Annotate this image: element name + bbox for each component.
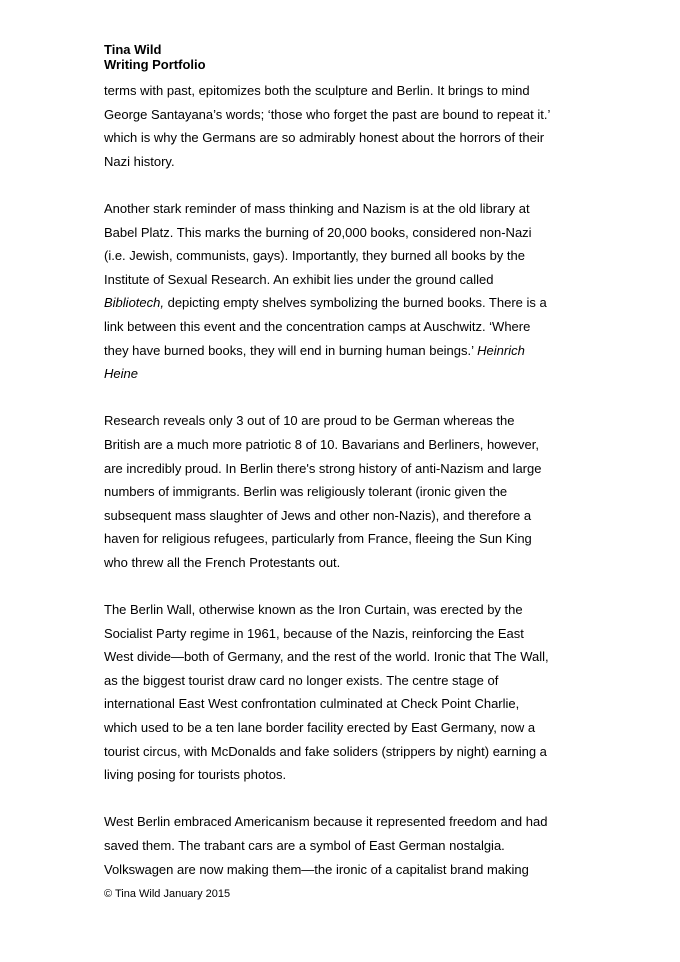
text-line: link between this event and the concentration camps at Auschwitz. ‘Where	[104, 318, 531, 334]
text-line	[104, 339, 584, 363]
text-line: international East West confrontation culminated at Check Point Charlie,	[104, 696, 520, 712]
quote-text: they have burned books, they will end in burning human beings.’	[104, 342, 478, 358]
text-line: George Santayana’s words; ‘those who forget the past are bound to repeat it.’	[104, 106, 551, 122]
text-line: Socialist Party regime in 1961, because of the Nazis, reinforcing the East	[104, 625, 524, 641]
text-segment: depicting empty shelves symbolizing the burned books. There is a	[163, 295, 547, 311]
text-line: which is why the Germans are so admirably honest about the horrors of their	[104, 130, 545, 146]
text-line: as the biggest tourist draw card no longer exists. The centre stage of	[104, 672, 499, 688]
paragraph-3	[104, 409, 584, 574]
text-line: Volkswagen are now making them—the ironic of a capitalist brand making	[104, 861, 529, 877]
author-name: Tina Wild	[104, 42, 162, 57]
copyright-footer: © Tina Wild January 2015	[104, 888, 231, 900]
text-line: terms with past, epitomizes both the sculpture and Berlin. It brings to mind	[104, 83, 530, 98]
text-line: numbers of immigrants. Berlin was religiously tolerant (ironic given the	[104, 484, 508, 500]
text-line: British are a much more patriotic 8 of 10. Bavarians and Berliners, however,	[104, 436, 539, 452]
text-line	[104, 291, 584, 315]
text-line: West Berlin embraced Americanism because it represented freedom and had	[104, 814, 548, 830]
text-line	[104, 362, 584, 386]
text-line: Institute of Sexual Research. An exhibit lies under the ground called	[104, 271, 494, 287]
text-line: Research reveals only 3 out of 10 are proud to be German whereas the	[104, 413, 515, 429]
paragraph-5	[104, 810, 584, 881]
text-line: Another stark reminder of mass thinking and Nazism is at the old library at	[104, 200, 530, 216]
paragraph-2	[104, 197, 584, 386]
portfolio-title: Writing Portfolio	[104, 57, 206, 72]
text-line: which used to be a ten lane border facility erected by East Germany, now a	[104, 720, 536, 736]
quote-author: Heinrich	[477, 342, 525, 358]
text-line: haven for religious refugees, particularly from France, fleeing the Sun King	[104, 531, 532, 547]
text-line: subsequent mass slaughter of Jews and other non-Nazis), and therefore a	[104, 507, 532, 523]
text-line: West divide—both of Germany, and the rest of the world. Ironic that The Wall,	[104, 649, 549, 665]
paragraph-1	[104, 79, 584, 173]
text-line: are incredibly proud. In Berlin there's strong history of anti-Nazism and large	[104, 460, 542, 476]
text-line: living posing for tourists photos.	[104, 767, 287, 783]
quote-author: Heine	[104, 366, 138, 382]
text-line: The Berlin Wall, otherwise known as the Iron Curtain, was erected by the	[104, 602, 523, 618]
text-line: Babel Platz. This marks the burning of 20,000 books, considered non-Nazi	[104, 224, 532, 240]
book-title: Bibliotech,	[104, 295, 164, 311]
text-line: who threw all the French Protestants out.	[104, 554, 341, 570]
text-line: (i.e. Jewish, communists, gays). Importantly, they burned all books by the	[104, 248, 525, 264]
document-body	[104, 79, 584, 905]
paragraph-4	[104, 598, 584, 787]
text-line: Nazi history.	[104, 153, 175, 169]
page-header	[104, 42, 206, 72]
text-line: tourist circus, with McDonalds and fake soliders (strippers by night) earning a	[104, 743, 547, 759]
text-line: saved them. The trabant cars are a symbol of East German nostalgia.	[104, 838, 505, 853]
